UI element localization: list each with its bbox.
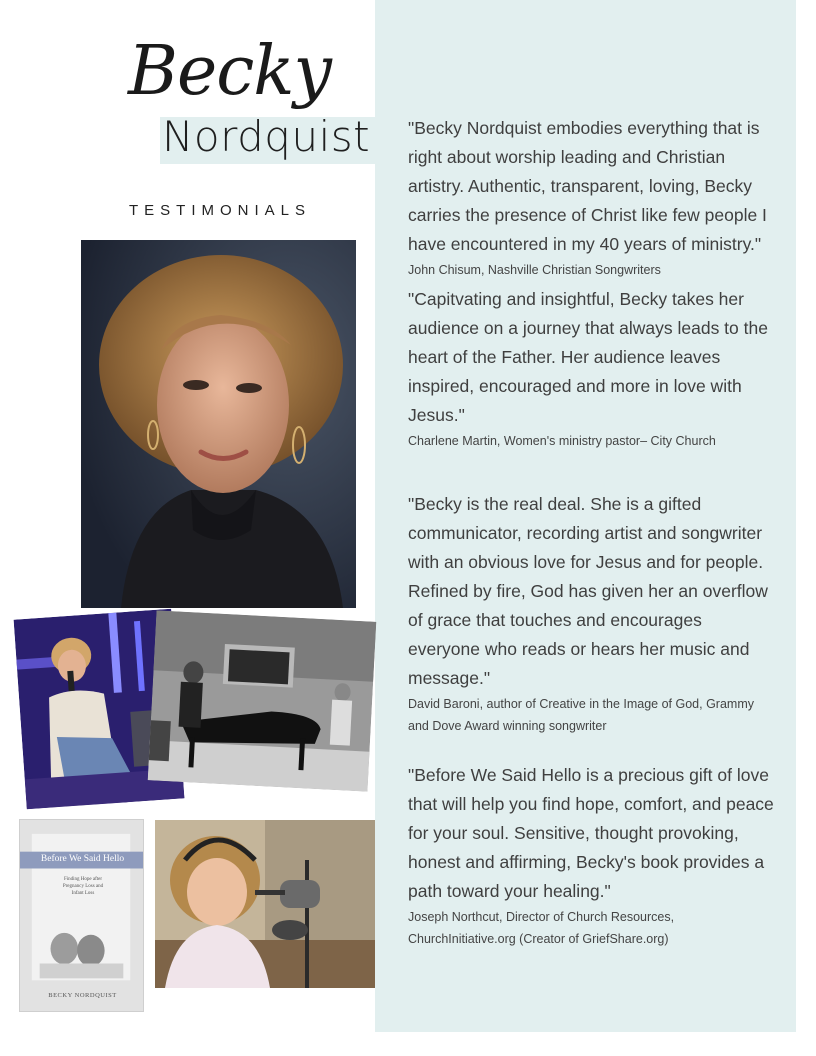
book-cover (19, 819, 144, 1012)
first-name: Becky (128, 32, 331, 111)
testimonial-quote: "Becky is the real deal. She is a gifted communicator, recording artist and songwriter with an obvious love for Jesus and for people. Refined by fire, God has given her an overflow of grace that touches and encourages everyone who reads or hears her music and message." (408, 494, 768, 688)
testimonial-author: Charlene Martin, Women's ministry pastor– City Church (408, 434, 716, 448)
testimonial-1 (408, 114, 778, 281)
testimonial-author: John Chisum, Nashville Christian Songwriters (408, 263, 661, 277)
testimonial-quote: "Before We Said Hello is a precious gift of love that will help you find hope, comfort, and peace for your soul. Sensitive, thought provoking, honest and affirming, Becky's book provides a path toward your healing." (408, 765, 774, 901)
piano-photo (148, 610, 377, 791)
section-label: TESTIMONIALS (129, 202, 312, 219)
testimonial-3 (408, 490, 778, 737)
book-subtitle: Finding Hope after Pregnancy Loss and Infant Loss (62, 877, 104, 896)
testimonial-author: Joseph Northcut, Director of Church Resources, ChurchInitiative.org (Creator of GriefShare.org) (408, 910, 675, 946)
portrait-photo (81, 240, 356, 608)
testimonial-2 (408, 285, 778, 452)
book-author: BECKY NORDQUIST (48, 992, 117, 999)
testimonial-4 (408, 761, 778, 950)
testimonial-author: David Baroni, author of Creative in the Image of God, Grammy and Dove Award winning songwriter (408, 697, 754, 733)
book-title: Before We Said Hello (40, 854, 125, 864)
testimonial-quote: "Becky Nordquist embodies everything that is right about worship leading and Christian artistry. Authentic, transparent, loving, Becky carries the presence of Christ like few people I have encountered in my 40 years of ministry." (408, 118, 767, 254)
last-name: Nordquist (162, 112, 371, 161)
studio-photo (155, 820, 375, 988)
testimonial-quote: "Capitvating and insightful, Becky takes her audience on a journey that always leads to the heart of the Father. Her audience leaves inspired, encouraged and more in love with Jesus." (408, 289, 768, 425)
